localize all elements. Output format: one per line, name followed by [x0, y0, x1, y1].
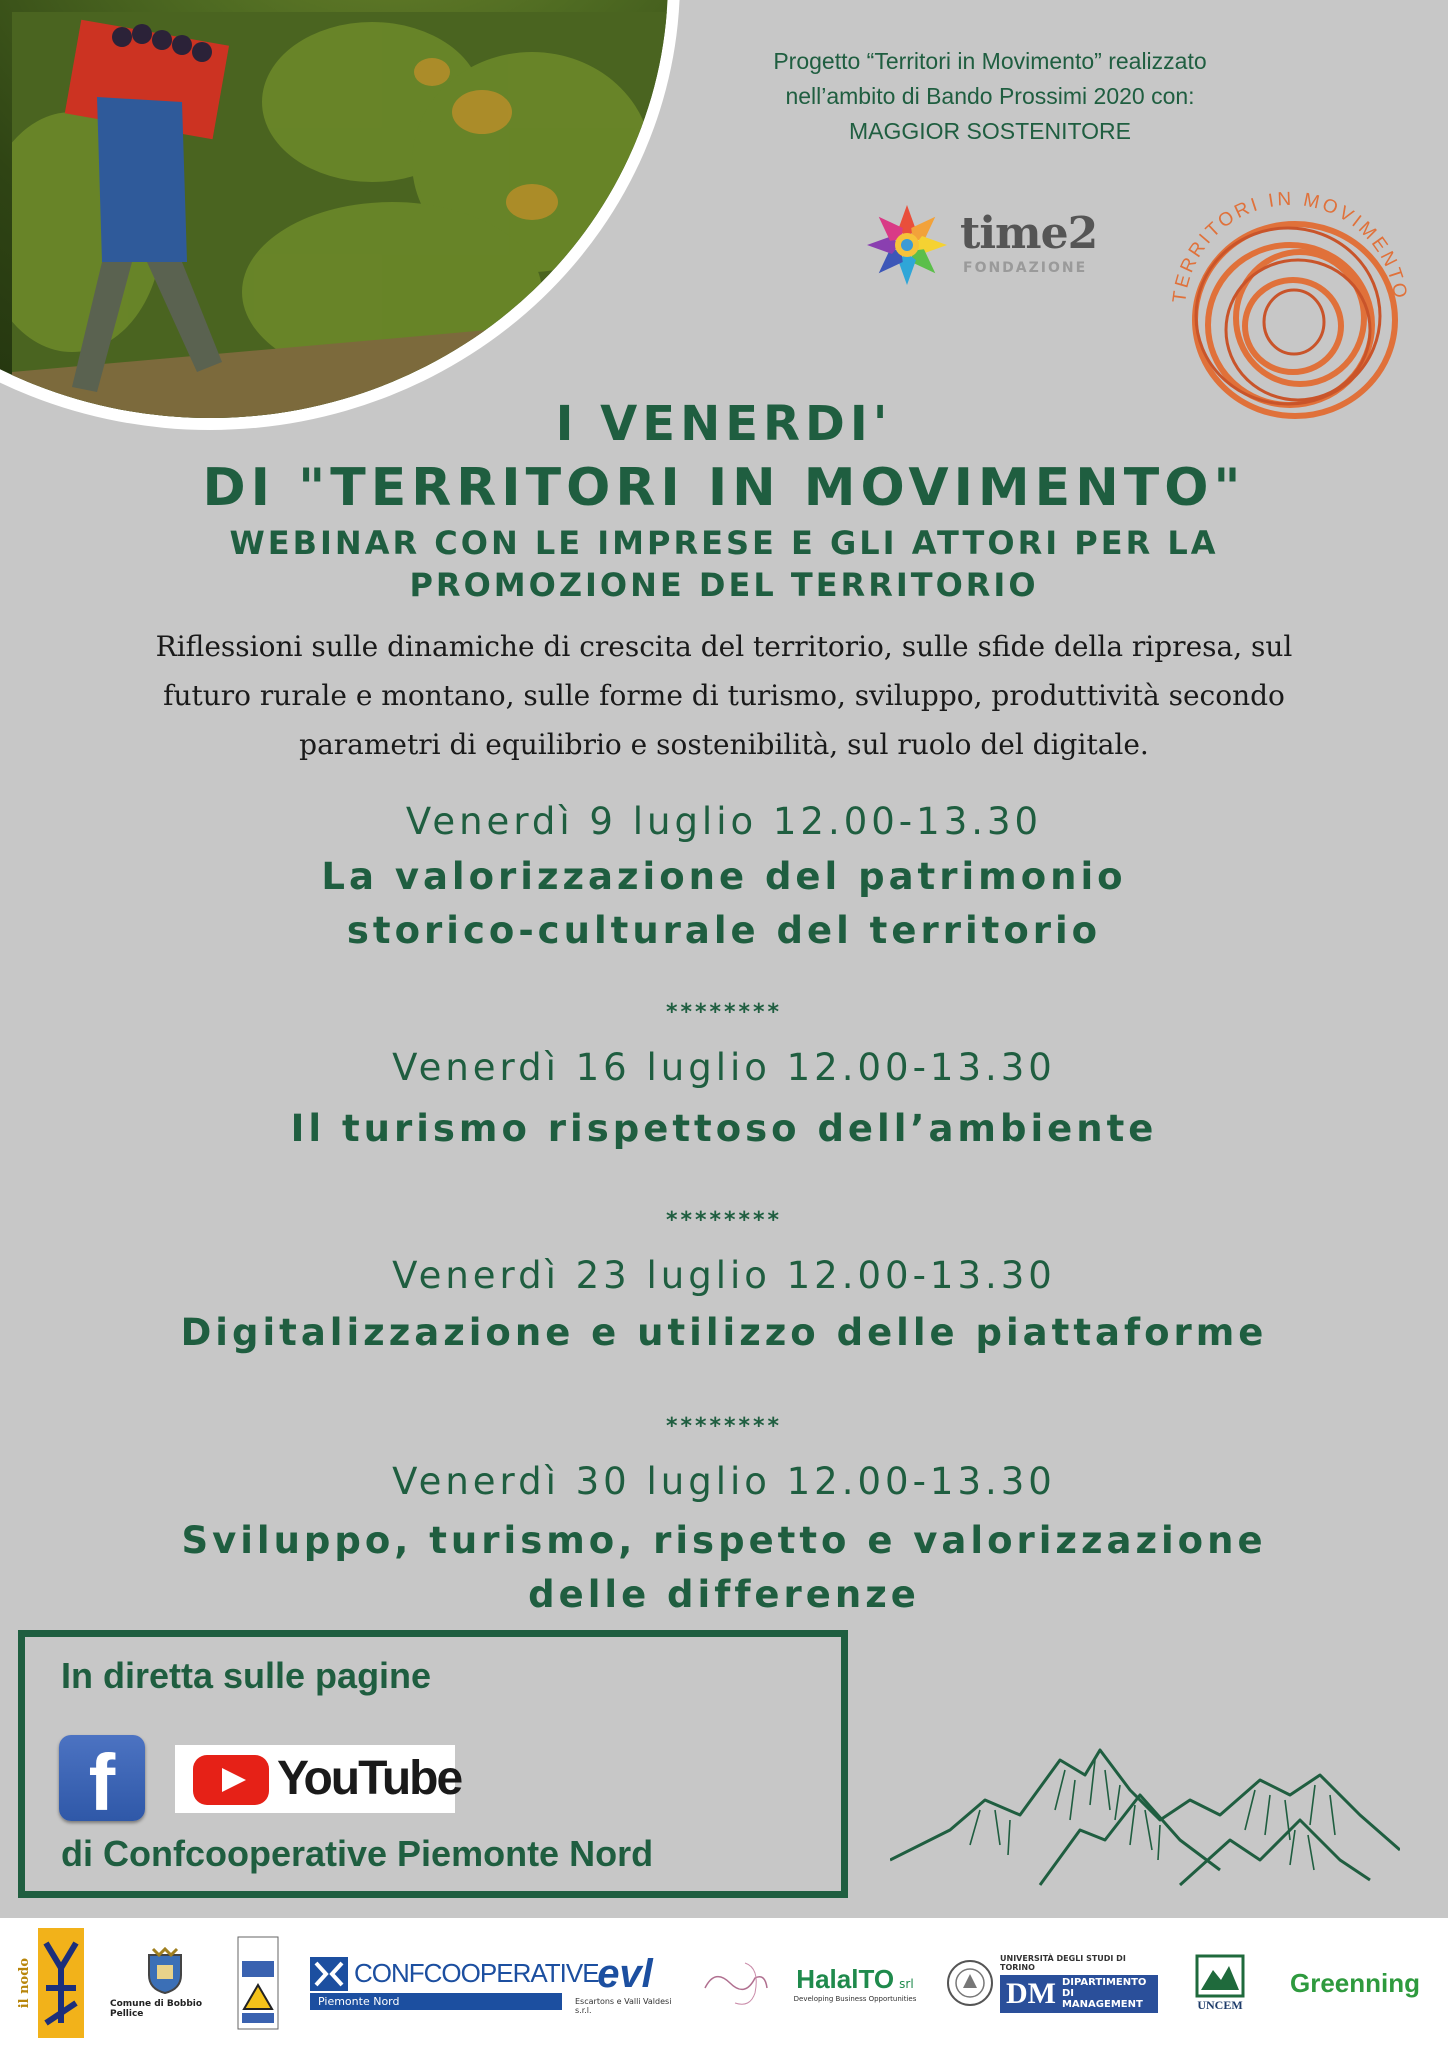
- event-topic: [0, 850, 1448, 958]
- sponsor-line: MAGGIOR SOSTENITORE: [849, 118, 1131, 144]
- time2-fondazione-logo: [862, 200, 1107, 290]
- dm-text: DM: [1006, 1976, 1056, 2010]
- event-topic: [0, 1514, 1448, 1622]
- greenning-text: Greenning: [1289, 1967, 1420, 1998]
- event-topic-line: La valorizzazione del patrimonio: [321, 855, 1127, 898]
- halalto-srl: srl: [899, 1976, 914, 1991]
- handwritten-logo: [690, 1918, 780, 2048]
- event-date: Venerdì 9 luglio 12.00-13.30: [405, 800, 1043, 843]
- confcooperative-logo: [310, 1918, 599, 2048]
- event-date: Venerdì 23 luglio 12.00-13.30: [392, 1254, 1056, 1297]
- event-date: Venerdì 16 luglio 12.00-13.30: [392, 1046, 1056, 1089]
- event-topic-line: delle differenze: [528, 1573, 920, 1616]
- script-signature-icon: [695, 1948, 775, 2018]
- star-flower-icon: [862, 200, 952, 290]
- uncem-logo: [1180, 1918, 1260, 2048]
- evl-text: evl: [597, 1951, 653, 1996]
- university-seal-icon: [945, 1958, 995, 2008]
- intro-line: Riflessioni sulle dinamiche di crescita del territorio, sulle sfide della ripresa, sul: [155, 630, 1293, 663]
- confco-text: CONFCOOPERATIVE: [354, 1958, 599, 1988]
- evl-logo: [575, 1918, 675, 2048]
- bobbio-text: Comune di Bobbio Pellice: [110, 1999, 203, 2019]
- mountains-illustration: [890, 1720, 1400, 1890]
- separator: ********: [665, 1000, 783, 1025]
- sponsor-line: nell’ambito di Bando Prossimi 2020 con:: [785, 83, 1195, 109]
- mountain-emblem-icon: [1195, 1954, 1245, 1998]
- youtube-logo[interactable]: [175, 1745, 462, 1813]
- halalto-logo: [790, 1918, 920, 2048]
- intro-line: futuro rurale e montano, sulle forme di turismo, sviluppo, produttività secondo: [163, 679, 1285, 712]
- bobbio-pellice-logo: [110, 1918, 220, 2048]
- subtitle-line-2: PROMOZIONE DEL TERRITORIO: [409, 566, 1039, 604]
- halalto-sub: Developing Business Opportunities: [793, 1994, 917, 2003]
- time2-name: time2: [960, 208, 1098, 259]
- crest-icon: [145, 1947, 185, 1995]
- halalto-text: HalalTO: [796, 1963, 895, 1994]
- intro-line: parametri di equilibrio e sostenibilità, sul ruolo del digitale.: [299, 728, 1149, 761]
- separator: ********: [665, 1414, 783, 1439]
- event-date: Venerdì 30 luglio 12.00-13.30: [392, 1460, 1056, 1503]
- il-nodo-logo: [10, 1918, 90, 2048]
- tim-logo-text: TERRITORI IN MOVIMENTO: [1169, 188, 1411, 305]
- event-topic-line: Sviluppo, turismo, rispetto e valorizzazione: [181, 1519, 1267, 1562]
- facebook-icon[interactable]: f: [59, 1735, 145, 1821]
- evl-sub: Escartons e Valli Valdesi s.r.l.: [575, 1996, 672, 2015]
- dipartimento-management-logo: [1000, 1918, 1160, 2048]
- sponsor-line: Progetto “Territori in Movimento” realizzato: [773, 48, 1207, 74]
- live-streaming-box: [18, 1630, 848, 1898]
- subtitle: [0, 522, 1448, 606]
- dm-sub: DIPARTIMENTO DI MANAGEMENT: [1061, 1977, 1147, 2010]
- event-topic-line: storico-culturale del territorio: [346, 909, 1102, 952]
- ministry-warning-logo: [228, 1918, 288, 2048]
- uncem-text: UNCEM: [1197, 1997, 1243, 2012]
- event-topic: [0, 1102, 1448, 1156]
- event-topic-line: Digitalizzazione e utilizzo delle piattaforme: [180, 1311, 1268, 1354]
- sponsor-text: [680, 44, 1300, 149]
- live-organizer: di Confcooperative Piemonte Nord: [61, 1833, 654, 1874]
- intro-paragraph: [150, 622, 1298, 769]
- event-topic-line: Il turismo rispettoso dell’ambiente: [290, 1107, 1158, 1150]
- il-nodo-text: il nodo: [16, 1957, 32, 2009]
- unito-text: UNIVERSITÀ DEGLI STUDI DI TORINO: [1000, 1953, 1126, 1972]
- time2-subtitle: FONDAZIONE: [963, 260, 1088, 276]
- warning-sign-icon: [236, 1935, 280, 2031]
- greenning-logo: [1270, 1918, 1440, 2048]
- subtitle-line-1: WEBINAR CON LE IMPRESE E GLI ATTORI PER LA: [229, 524, 1219, 562]
- vineyard-illustration: [12, 12, 680, 430]
- title-line-1: I VENERDI': [555, 396, 893, 452]
- separator: ********: [665, 1208, 783, 1233]
- youtube-play-icon: [193, 1755, 269, 1805]
- youtube-wordmark: YouTube: [277, 1752, 462, 1805]
- confco-sub: Piemonte Nord: [310, 1993, 562, 2010]
- event-topic: [0, 1306, 1448, 1360]
- university-seal-logo: [940, 1918, 1000, 2048]
- confco-mark-icon: [310, 1957, 348, 1991]
- title-line-2: DI "TERRITORI IN MOVIMENTO": [202, 458, 1246, 518]
- partner-logos-footer: [0, 1918, 1448, 2048]
- vineyard-photo: [0, 0, 680, 430]
- live-heading: In diretta sulle pagine: [61, 1655, 432, 1696]
- nodo-emblem-icon: [38, 1928, 84, 2038]
